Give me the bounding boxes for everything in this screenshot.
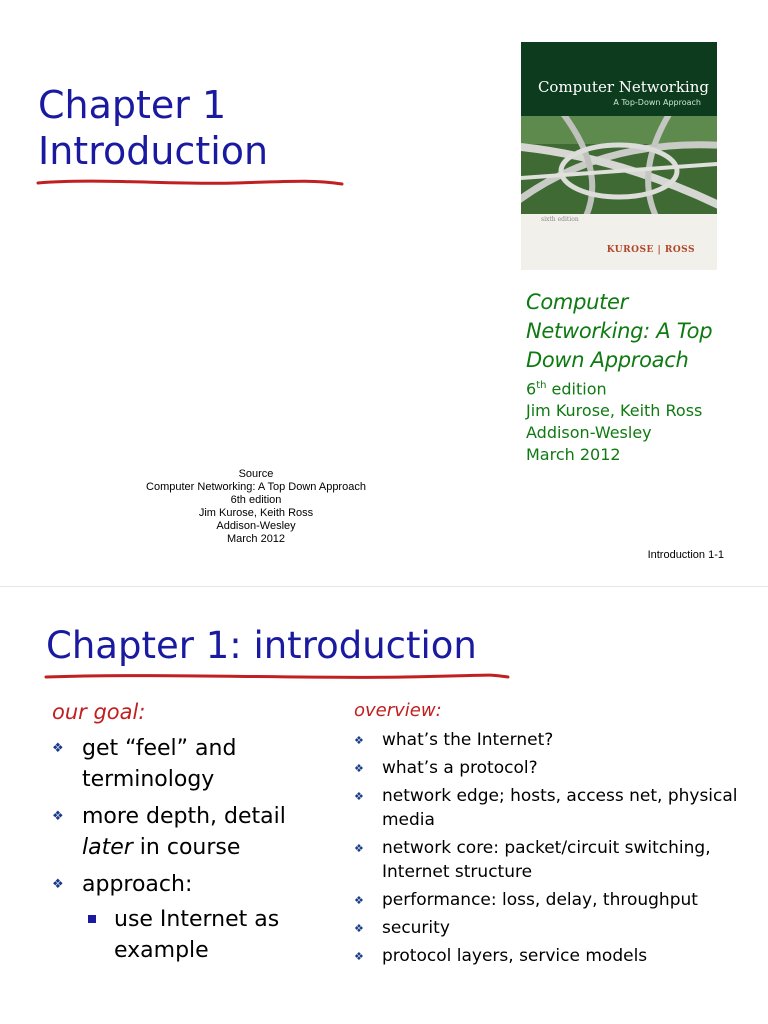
diamond-bullet-icon: ❖ [354,762,364,775]
overview-item: ❖ performance: loss, delay, throughput [354,890,698,910]
source-line: 6th edition [230,494,282,506]
title-underline [44,669,514,683]
goal-item: ❖ get “feel” and terminology [52,736,237,792]
book-edition: 6th edition [526,379,607,399]
book-info [526,288,712,466]
diamond-bullet-icon: ❖ [354,950,364,963]
source-line: March 2012 [226,533,286,545]
book-date: March 2012 [526,445,621,465]
goal-item: ❖ approach: use Internet as example [52,869,332,966]
goal-item: ❖ more depth, detail later in course [52,804,286,860]
source-line: Computer Networking: A Top Down Approach [146,481,366,493]
book-cover-image [521,42,717,270]
title-line-1: Chapter 1 [38,83,227,127]
title-line-2: Introduction [38,129,269,173]
book-authors: Jim Kurose, Keith Ross [526,401,703,421]
slide-1-title [38,82,268,174]
diamond-bullet-icon: ❖ [354,734,364,747]
diamond-bullet-icon: ❖ [52,809,64,824]
slide-footer: Introduction 1-1 [647,549,724,561]
highway-interchange-photo [521,116,717,216]
diamond-bullet-icon: ❖ [354,922,364,935]
overview-item: ❖ what’s a protocol? [354,758,538,778]
source-line: Addison-Wesley [216,520,296,532]
slide-2 [0,586,768,1024]
book-title: Computer Networking: A Top Down Approach [526,290,713,372]
title-underline [36,174,348,190]
goal-subitem: use Internet as example [82,904,332,966]
diamond-bullet-icon: ❖ [354,894,364,907]
overview-item: ❖ security [354,918,450,938]
overview-item: ❖ network edge; hosts, access net, physical media [354,786,738,830]
overview-item: ❖ network core: packet/circuit switching, Internet structure [354,838,711,882]
diamond-bullet-icon: ❖ [354,790,364,803]
square-bullet-icon [88,915,96,923]
goals-column [52,699,332,972]
overview-heading: overview: [354,700,442,721]
book-publisher: Addison-Wesley [526,423,652,443]
slide-2-title: Chapter 1: introduction [46,624,477,667]
source-line: Jim Kurose, Keith Ross [198,507,314,519]
goals-heading: our goal: [52,700,146,724]
source-line: Source [238,468,274,480]
cover-edition: sixth edition [541,216,579,223]
cover-title: Computer Networking [537,78,709,96]
overview-column [354,700,754,972]
diamond-bullet-icon: ❖ [52,877,64,892]
cover-subtitle: A Top-Down Approach [613,98,701,107]
source-note [118,468,394,546]
overview-item: ❖ what’s the Internet? [354,730,554,750]
diamond-bullet-icon: ❖ [354,842,364,855]
cover-authors: KUROSE | ROSS [606,245,695,255]
diamond-bullet-icon: ❖ [52,741,64,756]
overview-item: ❖ protocol layers, service models [354,946,648,966]
